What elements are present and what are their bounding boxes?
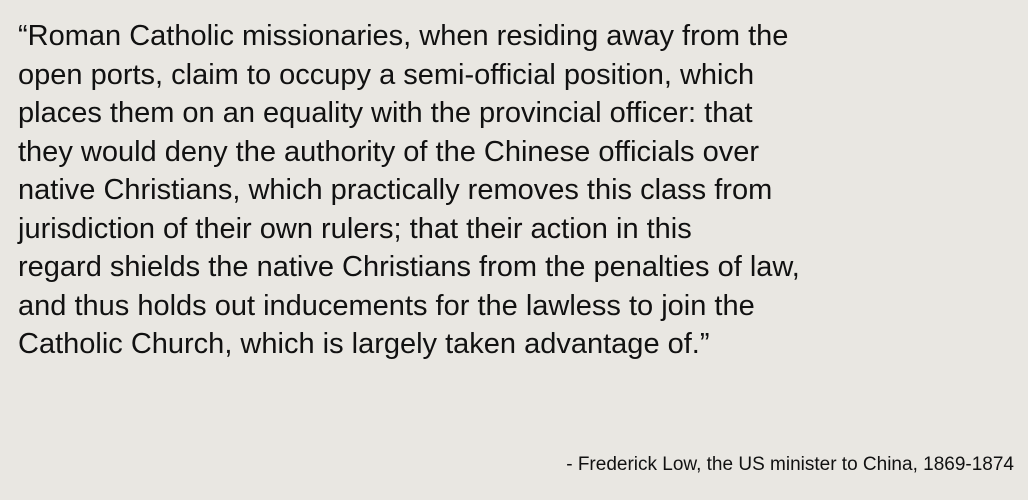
quote-line: Catholic Church, which is largely taken advantage of.”	[18, 328, 710, 360]
quote-line: regard shields the native Christians from the penalties of law,	[18, 251, 800, 283]
quote-line: jurisdiction of their own rulers; that their action in this	[18, 212, 692, 245]
quote-line: they would deny the authority of the Chinese officials over	[18, 135, 760, 168]
quote-line: places them on an equality with the provincial officer: that	[18, 97, 753, 129]
quote-block	[18, 17, 1008, 364]
quote-line: “Roman Catholic missionaries, when residing away from the	[18, 20, 789, 52]
quote-line: and thus holds out inducements for the lawless to join the	[18, 289, 755, 322]
quote-line: native Christians, which practically removes this class from	[18, 174, 773, 206]
quote-attribution: - Frederick Low, the US minister to China, 1869-1874	[566, 454, 1014, 475]
quote-line: open ports, claim to occupy a semi-official position, which	[18, 58, 755, 91]
